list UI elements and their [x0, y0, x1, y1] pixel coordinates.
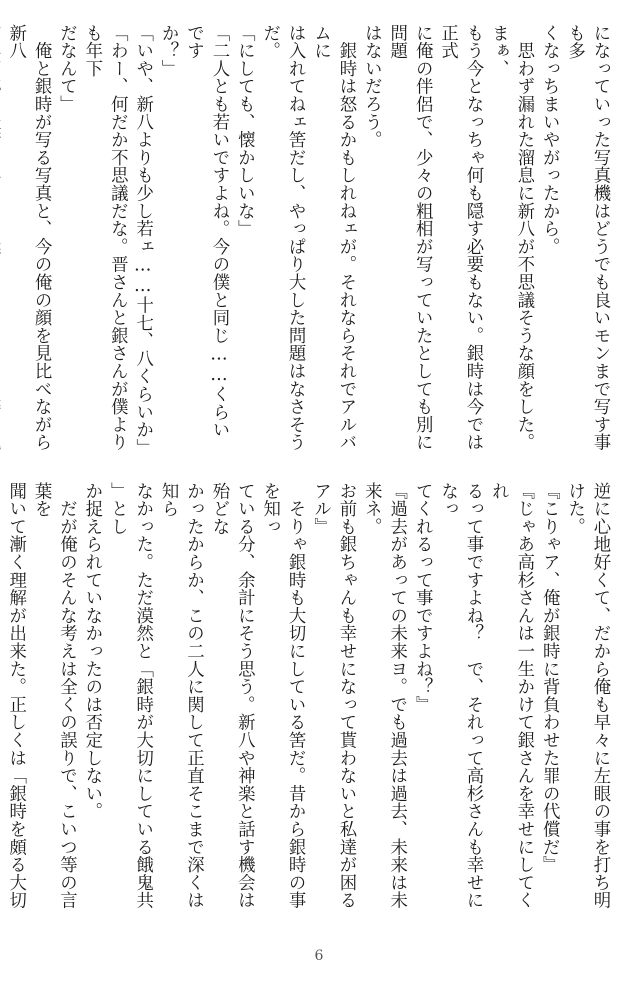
lower-vertical-text [5, 482, 612, 914]
upper-vertical-text [5, 24, 612, 457]
text-line: 「にしても、懐かしいな」 [234, 24, 255, 238]
text-line: か？」 [158, 24, 179, 78]
text-line: てくれるって事ですよね？』 [412, 482, 433, 714]
text-line: だなんて」 [56, 24, 77, 113]
text-line: 『じゃあ高杉さんは一生かけて銀さんを幸せにしてくれ [488, 482, 534, 910]
lower-text-block [5, 482, 612, 914]
text-line: だが俺のそんな考えは全くの誤りで、こいつ等の言葉を [31, 482, 77, 910]
page-number: 6 [314, 948, 324, 964]
text-line: 銀時は怒るかもしれねェが。それならそれでアルバムに [310, 24, 356, 452]
text-line: くなっちまいやがったから。 [539, 24, 560, 256]
text-line: になっていった写真機はどうでも良いモンまで写す事も多 [564, 24, 610, 452]
text-line: 「二人とも若いですよね。今の僕と同じ……くらいです [183, 24, 229, 439]
text-line: るって事ですよね？ で、それって高杉さんも幸せになっ [437, 482, 483, 910]
text-line: かったからか、この二人に関して正直そこまで深くは知ら [158, 482, 204, 910]
text-line: 逆に心地好くて、だから俺も早々に左眼の事を打ち明けた。 [564, 482, 610, 910]
text-line: 思わず漏れた溜息に新八が不思議そうな顔をした。まぁ、 [488, 24, 534, 452]
text-line: もう今となっちゃ何も隠す必要もない。銀時は今では正式 [437, 24, 483, 452]
text-line: はないだろう。 [361, 24, 382, 149]
text-line [0, 24, 2, 456]
text-line: 『こりゃア、俺が銀時に背負わせた罪の代償だ』 [539, 482, 560, 874]
text-line: お前も銀ちゃんも幸せになって貰わないと私達が困るアル』 [310, 482, 356, 910]
text-line: 俺と銀時が写る写真と、今の俺の顔を見比べながら新八 [5, 24, 52, 452]
text-line: は入れてねェ筈だし、やっぱり大した問題はなさそうだ。 [259, 24, 306, 452]
text-line: 『過去があっての未来ヨ。でも過去は過去、未来は未来ネ。 [361, 482, 407, 910]
upper-text-block [5, 24, 612, 457]
text-line: そりゃ銀時も大切にしている筈だ。昔から銀時の事を知っ [259, 482, 306, 910]
text-line: ている分、余計にそう思う。新八や神楽と話す機会は殆どな [208, 482, 255, 910]
text-line: なかった。ただ漠然と「銀時が大切にしている餓鬼共」とし [107, 482, 153, 910]
text-line: 「いや、新八よりも少し若ェ……十七、八くらいか」 [132, 24, 153, 457]
text-line: か捉えられていなかったのは否定しない。 [81, 482, 102, 821]
text-line: 聞いて漸く理解が出来た。正しくは「銀時を頗る大切 [5, 482, 26, 910]
text-line: に俺の伴侶で、少々の粗相が写っていたとしても別に問題 [386, 24, 433, 452]
text-line: 「わー、何だか不思議だな。晋さんと銀さんが僕よりも年下 [81, 24, 128, 452]
